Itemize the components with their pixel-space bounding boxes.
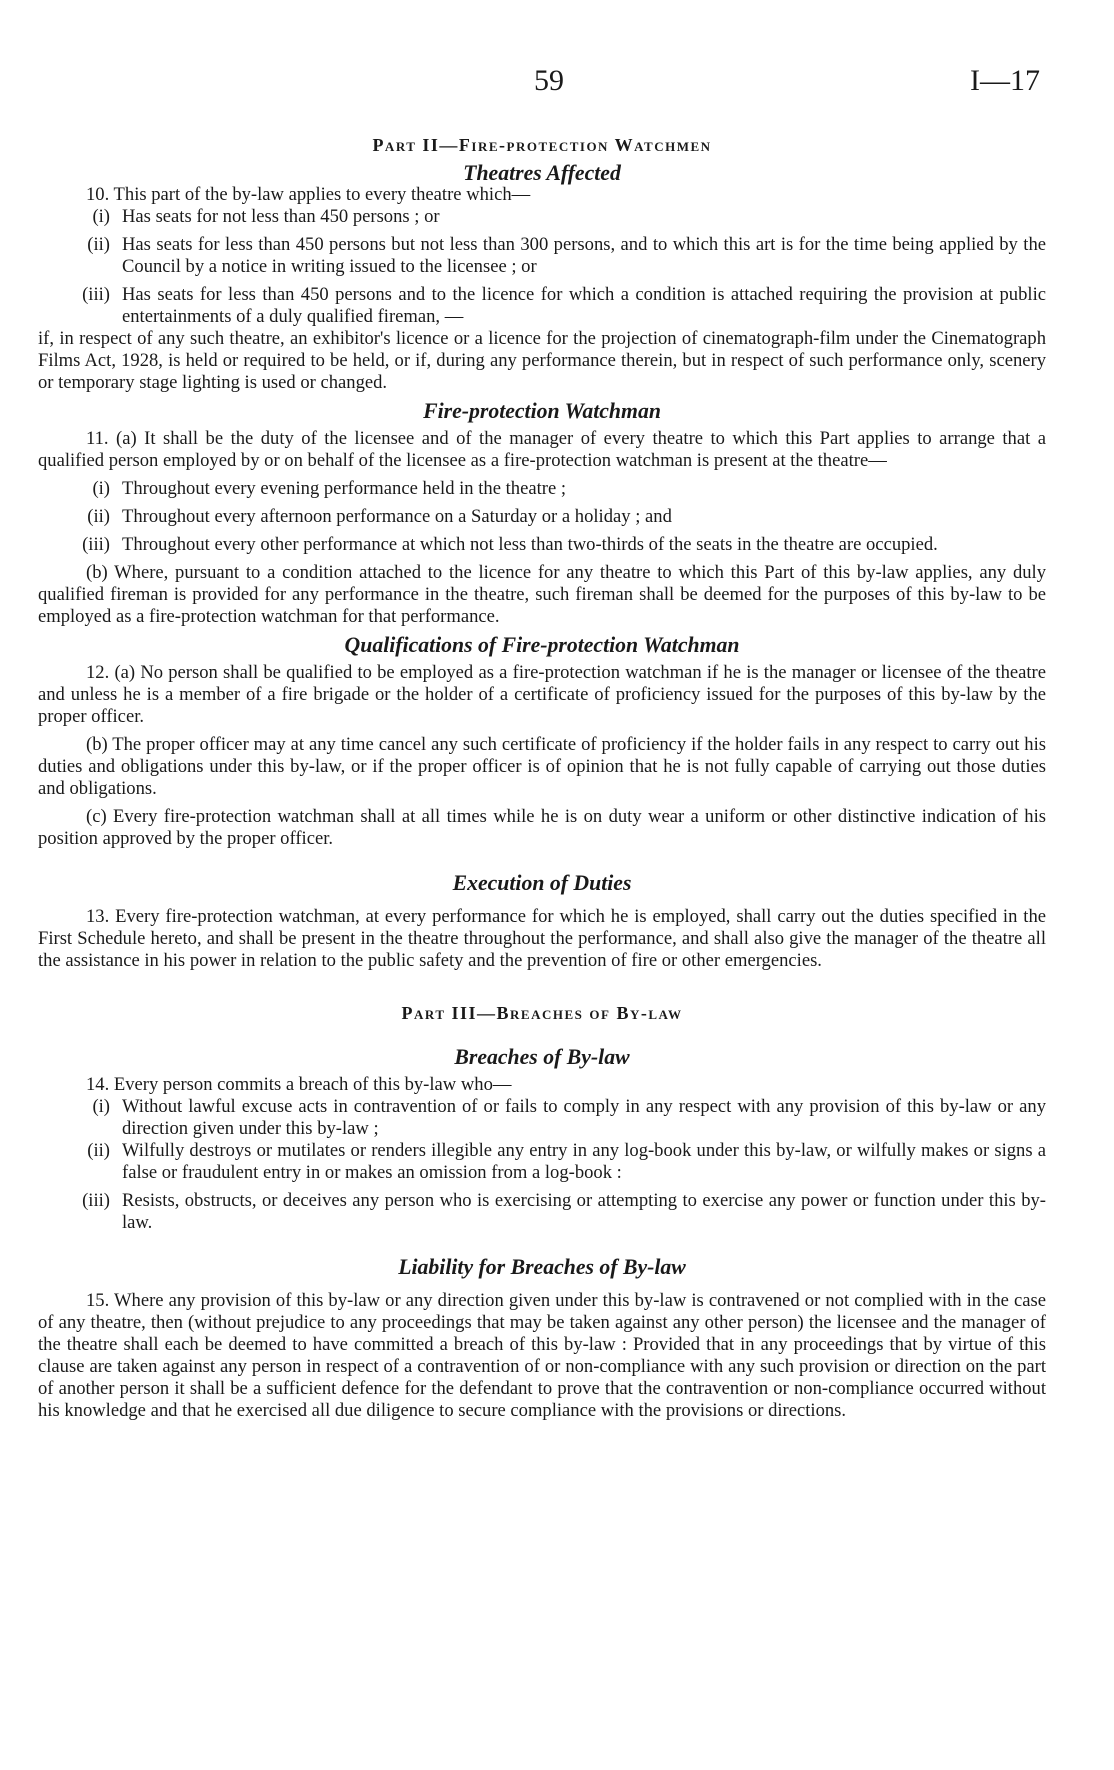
page-number: 59	[534, 64, 564, 97]
heading-liability: Liability for Breaches of By-law	[398, 1255, 686, 1279]
clause-11a: 11. (a) It shall be the duty of the licensee and of the manager of every theatre to which this Part applies to arrange that a qualified person employed by or on behalf of the licensee as a fire-protection watchman is present at the theatre—	[38, 428, 1046, 471]
clause-10-item	[38, 234, 1046, 278]
clause-14-item	[38, 1096, 1046, 1140]
clause-11-item	[38, 534, 1046, 556]
item-number: (iii)	[82, 284, 110, 305]
item-text: Throughout every evening performance held in the theatre ;	[122, 478, 567, 499]
item-text: Has seats for less than 450 persons and to the licence for which a condition is attached requiring the provision at public entertainments of a duly qualified fireman, —	[122, 284, 1046, 327]
heading-execution-of-duties: Execution of Duties	[452, 871, 632, 895]
clause-15: 15. Where any provision of this by-law or any direction given under this by-law is contravened or not complied with in the case of any theatre, then (without prejudice to any proceedings that may be taken against any other person) the licensee and the manager of the theatre shall each be deemed to have committed a breach of this by-law : Provided that in any proceedings that by virtue of this clause are taken against any person in respect of a contravention of or non-compliance with any such provision or direction on the part of another person it shall be a sufficient defence for the defendant to prove that the contravention or non-compliance occurred without his knowledge and that he exercised all due diligence to secure compliance with the provisions or directions.	[38, 1290, 1046, 1421]
clause-11-item	[38, 506, 1046, 528]
clause-14-item	[38, 1140, 1046, 1184]
item-number: (ii)	[87, 506, 110, 527]
clause-10-item	[38, 206, 1046, 228]
item-number: (ii)	[87, 234, 110, 255]
item-text: Has seats for less than 450 persons but not less than 300 persons, and to which this art is for the time being applied by the Council by a notice in writing issued to the licensee ; or	[122, 234, 1046, 277]
clause-11-item	[38, 478, 1046, 500]
item-text: Throughout every other performance at which not less than two-thirds of the seats in the theatre are occupied.	[122, 534, 938, 555]
clause-14-intro: 14. Every person commits a breach of this by-law who—	[86, 1074, 512, 1095]
heading-qualifications: Qualifications of Fire-protection Watchman	[344, 633, 740, 657]
item-text: Without lawful excuse acts in contravention of or fails to comply in any respect with any provision of this by-law or any direction given under this by-law ;	[122, 1096, 1046, 1139]
clause-10-tail: if, in respect of any such theatre, an exhibitor's licence or a licence for the projection of cinematograph-film under the Cinematograph Films Act, 1928, is held or required to be held, or if, during any performance therein, but in respect of such performance only, scenery or temporary stage lighting is used or changed.	[38, 328, 1046, 393]
heading-breaches: Breaches of By-law	[454, 1045, 630, 1069]
clause-11b: (b) Where, pursuant to a condition attached to the licence for any theatre to which this Part of this by-law applies, any duly qualified fireman is provided for any performance in the theatre, such fireman shall be deemed for the purposes of this by-law to be employed as a fire-protection watchman for that performance.	[38, 562, 1046, 627]
clause-10-intro: 10. This part of the by-law applies to every theatre which—	[86, 184, 531, 205]
item-text: Resists, obstructs, or deceives any person who is exercising or attempting to exercise any power or function under this by-law.	[122, 1190, 1046, 1233]
item-number: (i)	[92, 1096, 110, 1117]
clause-12b: (b) The proper officer may at any time cancel any such certificate of proficiency if the holder fails in any respect to carry out his duties and obligations under this by-law, or if the proper officer is of opinion that he is not fully capable of carrying out those duties and obligations.	[38, 734, 1046, 799]
clause-10-item	[38, 284, 1046, 328]
heading-theatres-affected: Theatres Affected	[463, 161, 621, 185]
item-number: (ii)	[87, 1140, 110, 1161]
item-number: (i)	[92, 206, 110, 227]
item-text: Has seats for not less than 450 persons ; or	[122, 206, 440, 227]
item-text: Throughout every afternoon performance on a Saturday or a holiday ; and	[122, 506, 672, 527]
item-number: (i)	[92, 478, 110, 499]
item-text: Wilfully destroys or mutilates or renders illegible any entry in any log-book under this by-law, or wilfully makes or signs a false or fraudulent entry in or makes an omission from a log-book :	[122, 1140, 1046, 1183]
clause-12a: 12. (a) No person shall be qualified to be employed as a fire-protection watchman if he is the manager or licensee of the theatre and unless he is a member of a fire brigade or the holder of a certificate of proficiency issued for the purposes of this by-law by the proper officer.	[38, 662, 1046, 727]
part-3-title: Part III—Breaches of By-law	[401, 1003, 683, 1023]
clause-12c: (c) Every fire-protection watchman shall at all times while he is on duty wear a uniform or other distinctive indication of his position approved by the proper officer.	[38, 806, 1046, 849]
part-2-title: Part II—Fire-protection Watchmen	[372, 135, 712, 155]
page-reference: I—17	[970, 64, 1040, 97]
heading-fire-protection-watchman: Fire-protection Watchman	[423, 399, 661, 423]
item-number: (iii)	[82, 534, 110, 555]
clause-13: 13. Every fire-protection watchman, at every performance for which he is employed, shall carry out the duties specified in the First Schedule hereto, and shall be present in the theatre throughout the performance, and shall also give the manager of the theatre all the assistance in his power in relation to the public safety and the prevention of fire or other emergencies.	[38, 906, 1046, 971]
clause-14-item	[38, 1190, 1046, 1234]
item-number: (iii)	[82, 1190, 110, 1211]
document-body	[38, 134, 1046, 1422]
